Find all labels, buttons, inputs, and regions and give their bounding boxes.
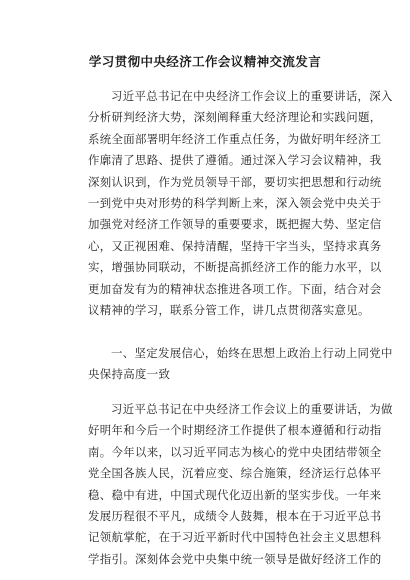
text-line: 深刻认识到，作为党员领导干部，要切实把思想和行动统 (88, 174, 382, 189)
text-line: 系统全面部署明年经济工作重点任务，为做好明年经济工 (88, 131, 382, 146)
paragraph-body (88, 399, 393, 570)
text-line: 加强党对经济工作领导的重要要求，既把握大势、坚定信 (88, 217, 382, 232)
text-line: 发展历程很不平凡，成绩令人鼓舞，根本在于习近平总书 (88, 508, 382, 523)
text-line: 好明年和今后一个时期经济工作提供了根本遵循和行动指 (88, 423, 382, 438)
document-title: 学习贯彻中央经济工作会议精神交流发言 (88, 54, 322, 69)
text-line: 南。今年以来，以习近平同志为核心的党中央团结带领全 (88, 444, 382, 459)
text-line: 分析研判经济大势，深刻阐释重大经济理论和实践问题， (88, 110, 382, 125)
text-line: 稳、稳中有进，中国式现代化迈出新的坚实步伐。一年来 (88, 487, 382, 502)
text-line: 一到党中央对形势的科学判断上来，深入领会党中央关于 (88, 195, 382, 210)
text-line: 实，增强协同联动，不断提高抓经济工作的能力水平，以 (88, 260, 382, 275)
section-heading-1 (88, 343, 393, 386)
text-line: 心，又正视困难、保持清醒，坚持干字当头，坚持求真务 (88, 238, 382, 253)
paragraph-intro (88, 86, 393, 321)
text-line: 学指引。深刻体会党中央集中统一领导是做好经济工作的 (88, 551, 382, 566)
text-line: 习近平总书记在中央经济工作会议上的重要讲话，深入 (111, 89, 393, 103)
text-line: 更加奋发有为的精神状态推进各项工作。下面，结合对会 (88, 281, 382, 296)
text-line: 一、坚定发展信心，始终在思想上政治上行动上同党中 (111, 346, 393, 360)
text-line: 党全国各族人民，沉着应变、综合施策，经济运行总体平 (88, 466, 382, 481)
text-line: 央保持高度一致 (88, 367, 171, 382)
text-line: 作廓清了思路、提供了遵循。通过深入学习会议精神，我 (88, 153, 382, 168)
text-line: 议精神的学习，联系分管工作，讲几点贯彻落实意见。 (88, 302, 370, 317)
text-line: 记领航掌舵，在于习近平新时代中国特色社会主义思想科 (88, 530, 382, 545)
text-line: 习近平总书记在中央经济工作会议上的重要讲话，为做 (111, 402, 393, 416)
